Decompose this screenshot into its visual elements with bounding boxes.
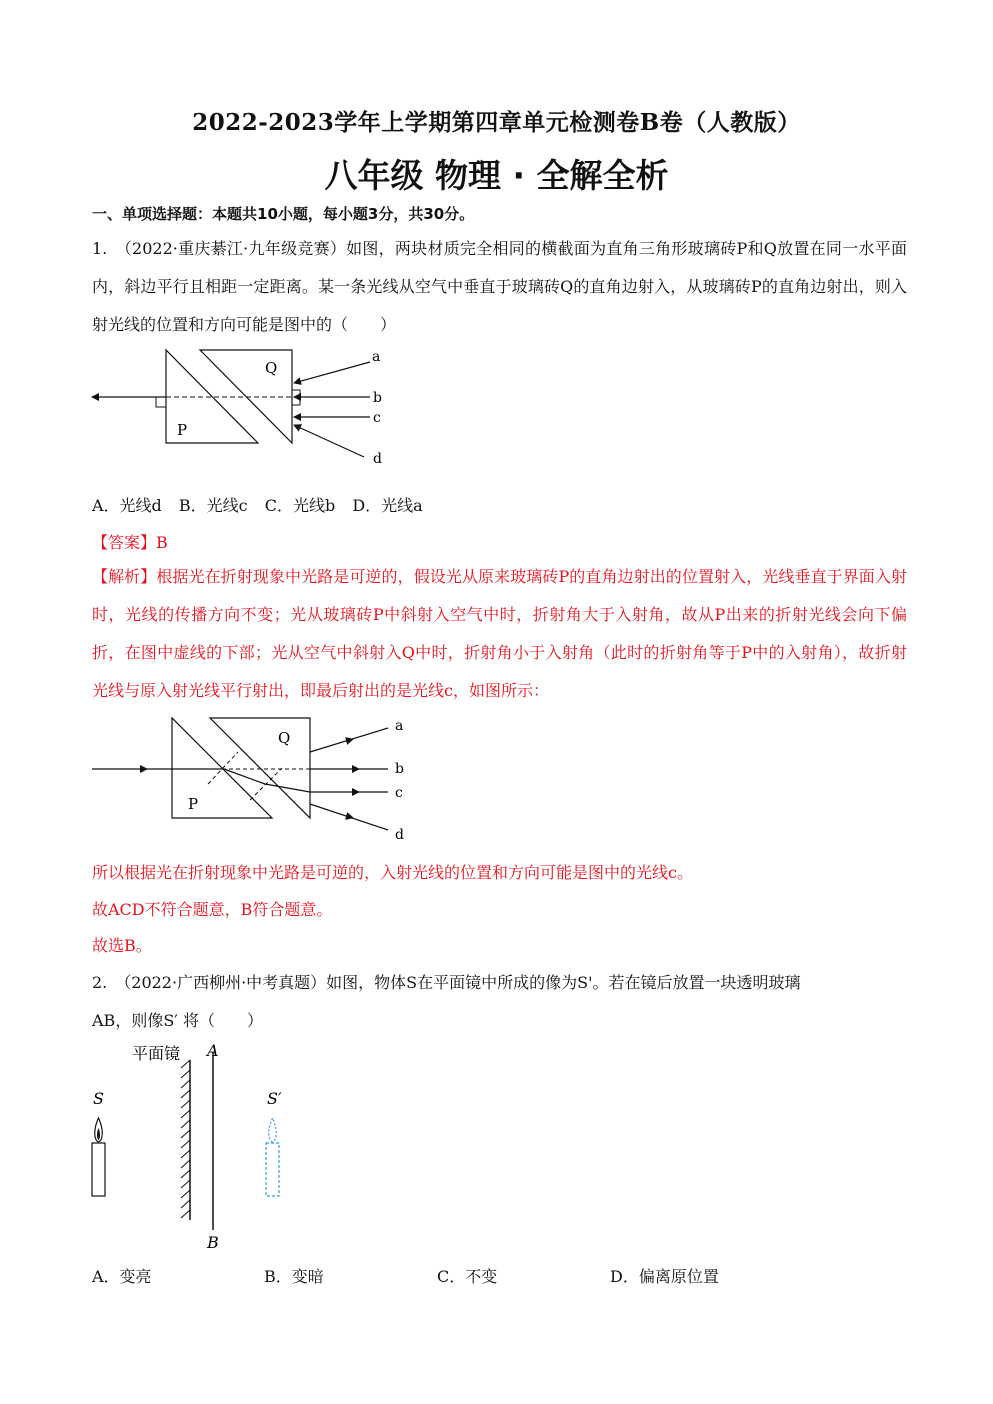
- q1-options: [92, 493, 423, 516]
- q1-option-b[interactable]: B．光线c: [178, 496, 248, 515]
- q2-option-b[interactable]: B．变暗: [264, 1267, 324, 1286]
- q1-answer: 【答案】B: [92, 533, 168, 552]
- candle-image: [266, 1143, 279, 1196]
- q1-conclusion-2: 故ACD不符合题意，B符合题意。: [92, 900, 333, 919]
- q2-stem-line2: AB，则像S′ 将（ ）: [92, 1011, 263, 1030]
- label-mirror: 平面镜: [132, 1044, 181, 1063]
- q1-option-c[interactable]: C．光线b: [264, 496, 336, 515]
- q1-option-a[interactable]: A．光线d: [92, 496, 162, 515]
- section-heading: 一、单项选择题：本题共10小题，每小题3分，共30分。: [92, 205, 475, 223]
- q1-analysis: [92, 558, 907, 710]
- analysis-label: 【解析】: [92, 567, 157, 586]
- label-Q-2: Q: [278, 729, 291, 747]
- candle: [92, 1143, 105, 1196]
- label-P: P: [177, 421, 188, 439]
- label-a: a: [372, 349, 381, 365]
- label-S-prime: S′: [267, 1089, 282, 1108]
- label-d: d: [373, 451, 382, 467]
- document-subtitle: 八年级 物理 · 全解全析: [324, 156, 669, 195]
- analysis-text: 根据光在折射现象中光路是可逆的，假设光从原来玻璃砖P的直角边射出的位置射入，光线垂直于界面入射时，光线的传播方向不变；光从玻璃砖P中斜射入空气中时，折射角大于入射角，故从P出来的折射光线会向下偏折，在图中虚线的下部；光从空气中斜射入Q中时，折射角小于入射角（此时的折射角等于P中的入射角），故折射光线与原入射光线平行射出，即最后射出的是光线c，如图所示：: [92, 567, 907, 700]
- q1-analysis-figure: [90, 712, 420, 847]
- q1-option-d[interactable]: D．光线a: [352, 496, 423, 515]
- label-b: b: [373, 390, 382, 406]
- label-c: c: [373, 410, 381, 426]
- label-S: S: [93, 1089, 104, 1108]
- q1-conclusion-3: 故选B。: [92, 936, 152, 955]
- q2-figure-mirror: [86, 1038, 316, 1253]
- q1-figure-prisms: [90, 345, 420, 470]
- q2-option-d[interactable]: D．偏离原位置: [610, 1267, 719, 1286]
- label-a-2: a: [395, 718, 404, 734]
- label-P-2: P: [188, 795, 199, 813]
- label-B: B: [207, 1233, 219, 1252]
- document-title: 2022-2023学年上学期第四章单元检测卷B卷（人教版）: [192, 109, 801, 136]
- q2-option-c[interactable]: C．不变: [437, 1267, 498, 1286]
- label-d-2: d: [395, 827, 404, 843]
- q1-stem: 1. （2022·重庆綦江·九年级竞赛）如图，两块材质完全相同的横截面为直角三角形玻璃砖P和Q放置在同一水平面内，斜边平行且相距一定距离。某一条光线从空气中垂直于玻璃砖Q的直角边射入，从玻璃砖P的直角边射出，则入射光线的位置和方向可能是图中的（ ）: [92, 239, 907, 334]
- q2-stem-line1: 2. （2022·广西柳州·中考真题）如图，物体S在平面镜中所成的像为S'。若在镜后放置一块透明玻璃: [92, 973, 801, 992]
- label-b-2: b: [395, 761, 404, 777]
- image-flame-icon: [269, 1118, 277, 1142]
- q2-option-a[interactable]: A．变亮: [92, 1267, 152, 1286]
- q1-conclusion-1: 所以根据光在折射现象中光路是可逆的，入射光线的位置和方向可能是图中的光线c。: [92, 863, 693, 882]
- label-Q: Q: [265, 359, 278, 377]
- label-A: A: [207, 1041, 219, 1060]
- label-c-2: c: [395, 785, 403, 801]
